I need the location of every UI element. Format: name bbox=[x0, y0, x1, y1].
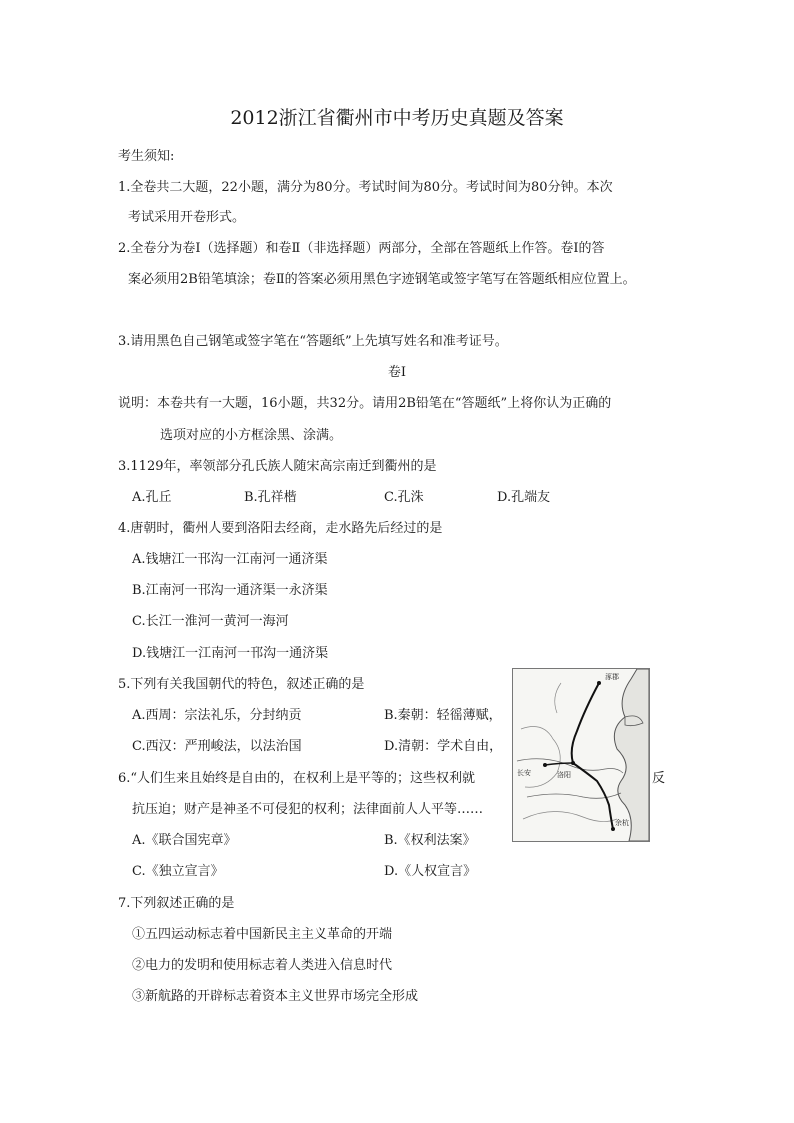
question-5-stem: 5.下列有关我国朝代的特色，叙述正确的是 bbox=[118, 677, 365, 692]
question-4-option-a: A.钱塘江一邗沟一江南河一通济渠 bbox=[132, 552, 328, 567]
question-3-option-c: C.孔洙 bbox=[384, 490, 424, 505]
question-6-option-b: B.《权利法案》 bbox=[384, 833, 476, 848]
question-3-option-a: A.孔丘 bbox=[132, 490, 172, 505]
question-7-statement-1: ①五四运动标志着中国新民主主义革命的开端 bbox=[132, 927, 393, 942]
notice-item-2: 2.全卷分为卷Ⅰ（选择题）和卷Ⅱ（非选择题）两部分，全部在答题纸上作答。卷Ⅰ的答 bbox=[118, 241, 605, 256]
notice-item-3: 3.请用黑色自己钢笔或签字笔在“答题纸”上先填写姓名和准考证号。 bbox=[118, 334, 508, 349]
question-4-option-c: C.长江一淮河一黄河一海河 bbox=[132, 614, 289, 629]
question-6-stem-cont: 抗压迫；财产是神圣不可侵犯的权利；法律面前人人平等…… bbox=[132, 802, 484, 817]
question-3-option-d: D.孔端友 bbox=[497, 490, 551, 505]
section-desc-cont: 选项对应的小方框涂黑、涂满。 bbox=[160, 428, 343, 443]
map-label-zhuojun: 涿郡 bbox=[605, 673, 619, 681]
question-3-option-b: B.孔祥楷 bbox=[244, 490, 297, 505]
section-desc: 说明：本卷共有一大题，16小题，共32分。请用2B铅笔在“答题纸”上将你认为正确的 bbox=[118, 396, 612, 411]
map-label-yuhang: 余杭 bbox=[615, 819, 629, 827]
notice-item-1: 1.全卷共二大题，22小题，满分为80分。考试时间为80分。考试时间为80分钟。本次 bbox=[118, 180, 613, 195]
question-7-stem: 7.下列叙述正确的是 bbox=[118, 896, 235, 911]
question-6-option-c: C.《独立宣言》 bbox=[132, 864, 224, 879]
question-4-option-b: B.江南河一邗沟一通济渠一永济渠 bbox=[132, 583, 328, 598]
question-5-option-d: D.清朝：学术自由， bbox=[384, 739, 503, 754]
question-4-stem: 4.唐朝时，衢州人要到洛阳去经商，走水路先后经过的是 bbox=[118, 521, 443, 536]
page-title: 2012浙江省衢州市中考历史真题及答案 bbox=[230, 107, 564, 129]
question-6-option-d: D.《人权宣言》 bbox=[384, 864, 477, 879]
question-5-option-b: B.秦朝：轻徭薄赋， bbox=[384, 708, 502, 723]
question-6-option-a: A.《联合国宪章》 bbox=[132, 833, 237, 848]
question-4-option-d: D.钱塘江一江南河一邗沟一通济渠 bbox=[132, 646, 329, 661]
notice-item-2-cont: 案必须用2B铅笔填涂；卷Ⅱ的答案必须用黑色字迹钢笔或签字笔写在答题纸相应位置上。 bbox=[128, 272, 636, 287]
notice-heading: 考生须知: bbox=[118, 149, 175, 164]
notice-item-1-cont: 考试采用开卷形式。 bbox=[128, 210, 246, 225]
grand-canal-map bbox=[512, 668, 650, 842]
map-label-changan: 长安 bbox=[517, 769, 531, 777]
map-label-luoyang: 洛阳 bbox=[557, 771, 571, 779]
question-5-option-c: C.西汉：严刑峻法，以法治国 bbox=[132, 739, 302, 754]
question-7-statement-2: ②电力的发明和使用标志着人类进入信息时代 bbox=[132, 958, 393, 973]
map-drawing bbox=[513, 669, 649, 841]
question-3-stem: 3.1129年，率领部分孔氏族人随宋高宗南迁到衢州的是 bbox=[118, 459, 437, 474]
question-5-option-a: A.西周：宗法礼乐，分封纳贡 bbox=[132, 708, 302, 723]
question-7-statement-3: ③新航路的开辟标志着资本主义世界市场完全形成 bbox=[132, 989, 419, 1004]
question-6-stem-tail: 反 bbox=[652, 771, 666, 786]
question-6-stem: 6.“人们生来且始终是自由的，在权利上是平等的；这些权利就 bbox=[118, 771, 476, 786]
section-heading: 卷Ⅰ bbox=[387, 365, 407, 380]
